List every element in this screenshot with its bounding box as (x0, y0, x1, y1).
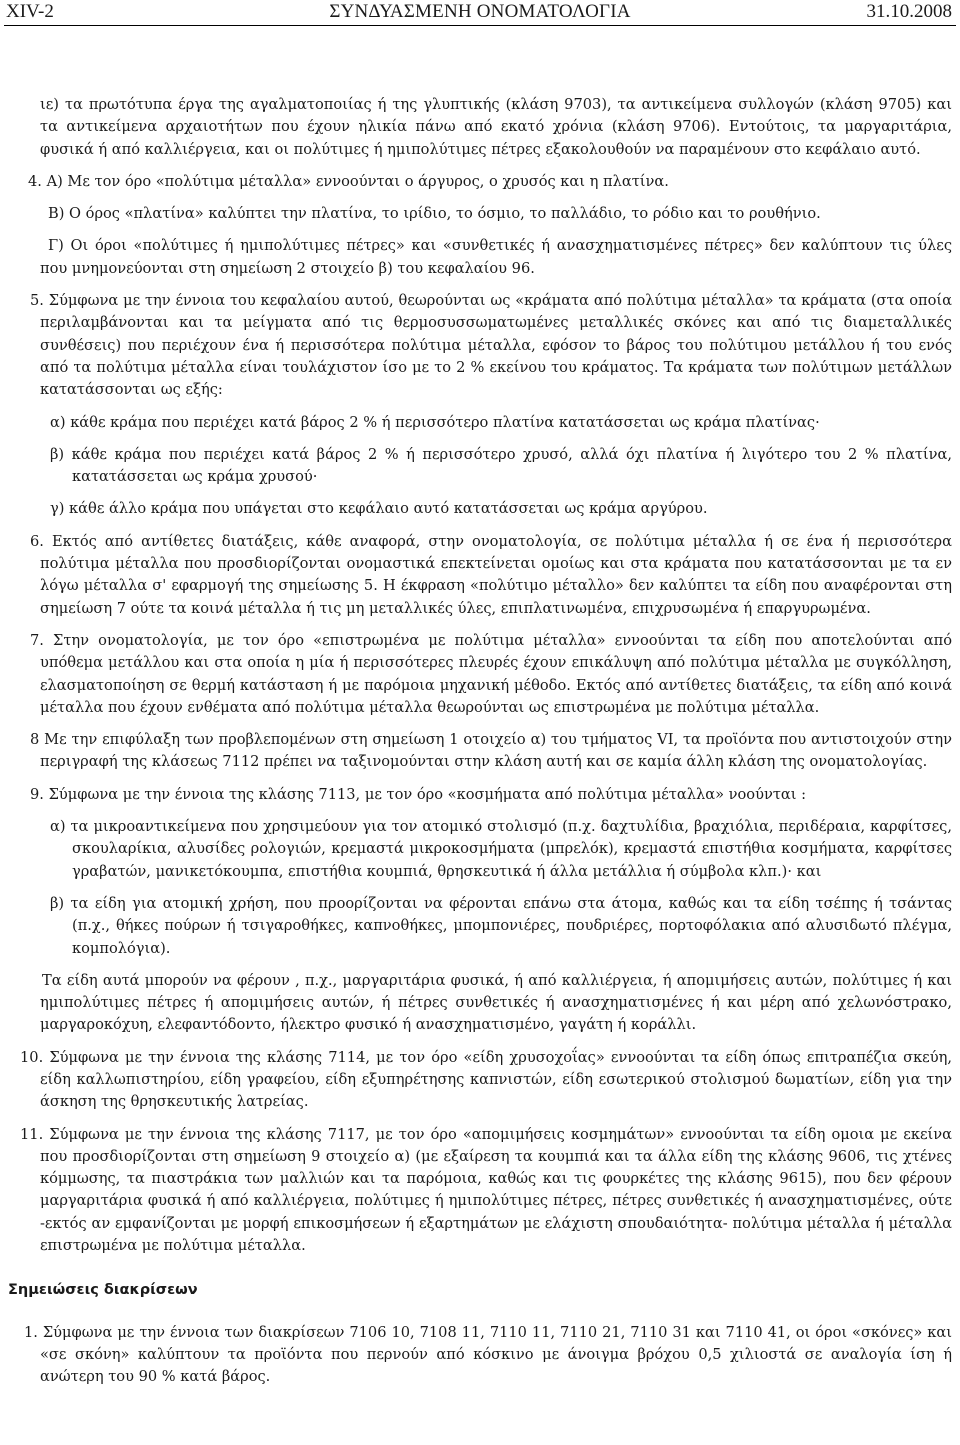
subheading-note-1: 1. Σύμφωνα με την έννοια των διακρίσεων 7106 10, 7108 11, 7110 11, 7110 21, 7110 31 και 7110 41, οι όροι «σκόνες» και «σε σκόνη» καλύπτουν τα προϊόντα που περνούν από κόσκινο με άνοιγμα βρόχου 0,5 χιλιοστά σε αναλογία ίση ή ανώτερη του 90 % κατά βάρος. (24, 1323, 952, 1386)
paragraph-5c: γ) κάθε άλλο κράμα που υπάγεται στο κεφάλαιο αυτό κατατάσσεται ως κράμα αργύρου. (50, 500, 708, 518)
paragraph-4c: Γ) Οι όροι «πολύτιμες ή ημιπολύτιμες πέτρες» και «συνθετικές ή ανασχηματισμένες πέτρες» δεν καλύπτουν τις ύλες που μνημονεύονται στη σημείωση 2 στοιχείο β) του κεφαλαίου 96. (40, 237, 952, 277)
header-date: 31.10.2008 (866, 1, 952, 22)
paragraph-4a: 4. A) Με τον όρο «πολύτιμα μέταλλα» εννοούνται ο άργυρος, ο χρυσός και η πλατίνα. (28, 172, 669, 190)
document-body (10, 94, 952, 1399)
page-number: XIV-2 (6, 1, 54, 22)
header-rule (4, 25, 956, 26)
paragraph-9b: β) τα είδη για ατομική χρήση, που προορίζονται να φέρονται επάνω στα άτομα, καθώς και τα είδη τσέπης ή τσάντας (π.χ., θήκες πούρων ή τσιγαροθήκες, καπνοθήκες, μπομπονιέρες, πουδριέρες, πορτοφόλακια από αλυσιδωτό πλέγμα, κομπολόγια). (50, 894, 952, 957)
paragraph-11: 11. Σύμφωνα με την έννοια της κλάσης 7117, με τον όρο «απομιμήσεις κοσμημάτων» εννοούνται τα είδη ομοια με εκείνα που προσδιορίζονται στη σημείωση 9 στοιχείο α) (με εξαίρεση τα κουμπιά και τα άλλα είδη της κλάσης 9606, τις χτένες κόμμωσης, τα πιαστράκια των μαλλιών και τα παρόμοια, καθώς και τις φουρκέτες της κλάσης 9615), που δεν φέρουν μαργαριτάρια φυσικά ή από καλλιέργεια, πολύτιμες ή ημιπολύτιμες πέτρες, πέτρες συνθετικές ή ανασχηματισμένες, ούτε -εκτός αν εμφανίζονται με μορφή επικοσμήσεων ή εξαρτημάτων με ελάχιστη σπουδαιότητα- πολύτιμα μέταλλα ή μέταλλα επιστρωμένα με πολύτιμα μέταλλα. (20, 1125, 952, 1255)
paragraph-6: 6. Εκτός από αντίθετες διατάξεις, κάθε αναφορά, στην ονοματολογία, σε πολύτιμα μέταλλα ή σε ένα ή περισσότερα πολύτιμα μέταλλα που προσδιορίζονται ονομαστικά επεκτείνεται ομοίως και στα κράματα που κατατάσσονται με τα εν λόγω μέταλλα σ' εφαρμογή της σημείωσης 5. Η έκφραση «πολύτιμο μέταλλο» δεν καλύπτει τα είδη που αναφέρονται στη σημείωση 7 ούτε τα κοινά μέταλλα ή τις μη μεταλλικές ύλες, επιπλατινωμένα, επιχρυσωμένα ή επαργυρωμένα. (30, 532, 952, 617)
paragraph-8: 8 Με την επιφύλαξη των προβλεπομένων στη σημείωση 1 οτοιχείο α) του τμήματος VI, τα προϊόντα που αντιστοιχούν στην περιγραφή της κλάσεως 7112 πρέπει να ταξινομούνται στην κλάση αυτή και σε καμία άλλη κλάση της ονοματολογίας. (30, 731, 952, 771)
paragraph-5b: β) κάθε κράμα που περιέχει κατά βάρος 2 % ή περισσότερο χρυσό, αλλά όχι πλατίνα ή λιγότερο του 2 % πλατίνα, κατατάσσεται ως κράμα χρυσού· (50, 445, 952, 486)
paragraph-4b: B) Ο όρος «πλατίνα» καλύπτει την πλατίνα, το ιρίδιο, το όσμιο, το παλλάδιο, το ρόδιο και το ρουθήνιο. (48, 205, 821, 223)
paragraph-ie: ιε) τα πρωτότυπα έργα της αγαλματοποιίας ή της γλυπτικής (κλάση 9703), τα αντικείμενα συλλογών (κλάση 9705) και τα αντικείμενα αρχαιοτήτων που έχουν ηλικία πάνω από εκατό χρόνια (κλάση 9706). Εντούτοις, τα μαργαριτάρια, φυσικά ή από καλλιέργεια, και οι πολύτιμες ή ημιπολύτιμες πέτρες εξακολουθούν να παραμένουν στο κεφάλαιο αυτό. (40, 96, 952, 158)
paragraph-10: 10. Σύμφωνα με την έννοια της κλάσης 7114, με τον όρο «είδη χρυσοχοΐας» εννοούνται τα είδη όπως επιτραπέζια σκεύη, είδη καλλωπιστηρίου, είδη γραφείου, είδη εξυπηρέτησης καπνιστών, είδη εσωτερικού στολισμού δωματίων, είδη για την άσκηση της θρησκευτικής λατρείας. (20, 1048, 952, 1111)
page-header (0, 0, 960, 26)
header-title: ΣΥΝΔΥΑΣΜΕΝΗ ΟΝΟΜΑΤΟΛΟΓΙΑ (329, 1, 631, 22)
section-heading: Σημειώσεις διακρίσεων (8, 1282, 198, 1299)
paragraph-5a: α) κάθε κράμα που περιέχει κατά βάρος 2 % ή περισσότερο πλατίνα κατατάσσεται ως κράμα πλατίνας· (50, 413, 820, 431)
paragraph-9a: α) τα μικροαντικείμενα που χρησιμεύουν για τον ατομικό στολισμό (π.χ. δαχτυλίδια, βραχιόλια, περιδέραια, καρφίτσες, σκουλαρίκια, αλυσίδες ρολογιών, κρεμαστά μικροκοσμήματα (μπρελόκ), κρεμαστά επιστήθια κοσμήματα, καρφίτσες γραβατών, μανικετόκουμπα, επιστήθια κουμπιά, θρησκευτικά ή άλλα μετάλλια ή σύμβολα κλπ.)· και (50, 818, 952, 880)
paragraph-9c: Τα είδη αυτά μπορούν να φέρουν , π.χ., μαργαριτάρια φυσικά, ή από καλλιέργεια, ή απομιμήσεις αυτών, πολύτιμες ή και ημιπολύτιμες πέτρες ή απομιμήσεις αυτών, ή πέτρες συνθετικές ή ανασχηματισμένες ή και μέρη από χελωνόστρακο, μαργαροκόχυη, ελεφαντόδοντο, ήλεκτρο φυσικό ή ανασχηματισμένο, γαγάτη ή κοράλλι. (40, 971, 952, 1034)
paragraph-9: 9. Σύμφωνα με την έννοια της κλάσης 7113, με τον όρο «κοσμήματα από πολύτιμα μέταλλα» νοούνται : (30, 785, 807, 803)
paragraph-5: 5. Σύμφωνα με την έννοια του κεφαλαίου αυτού, θεωρούνται ως «κράματα από πολύτιμα μέταλλα» τα κράματα (στα οποία περιλαμβάνονται και τα μείγματα από τις θερμοσυσσωματωμένες μεταλλικές σκόνες και από τις διαμεταλλικές συνθέσεις) που περιέχουν ένα ή περισσότερα πολύτιμα μέταλλα, εφόσον το βάρος του πολύτιμου μετάλλου ή του ενός από τα πολύτιμα μέταλλα είναι τουλάχιστον ίσο με το 2 % εκείνου του κράματος. Τα κράματα των πολύτιμων μετάλλων κατατάσσονται ως εξής: (30, 292, 952, 399)
paragraph-7: 7. Στην ονοματολογία, με τον όρο «επιστρωμένα με πολύτιμα μέταλλα» εννοούνται τα είδη που αποτελούνται από υπόθεμα μετάλλου και στα οποία η μία ή περισσότερες πλευρές έχουν επικάλυψη από πολύτιμα μέταλλα με συγκόλληση, ελασματοποίηση σε θερμή κατάσταση ή με παρόμοια μηχανική μέθοδο. Εκτός από αντίθετες διατάξεις, τα είδη από κοινά μέταλλα που έχουν ενθέματα από πολύτιμα μέταλλα θεωρούνται ως επιστρωμένα με πολύτιμα μέταλλα. (30, 631, 952, 716)
